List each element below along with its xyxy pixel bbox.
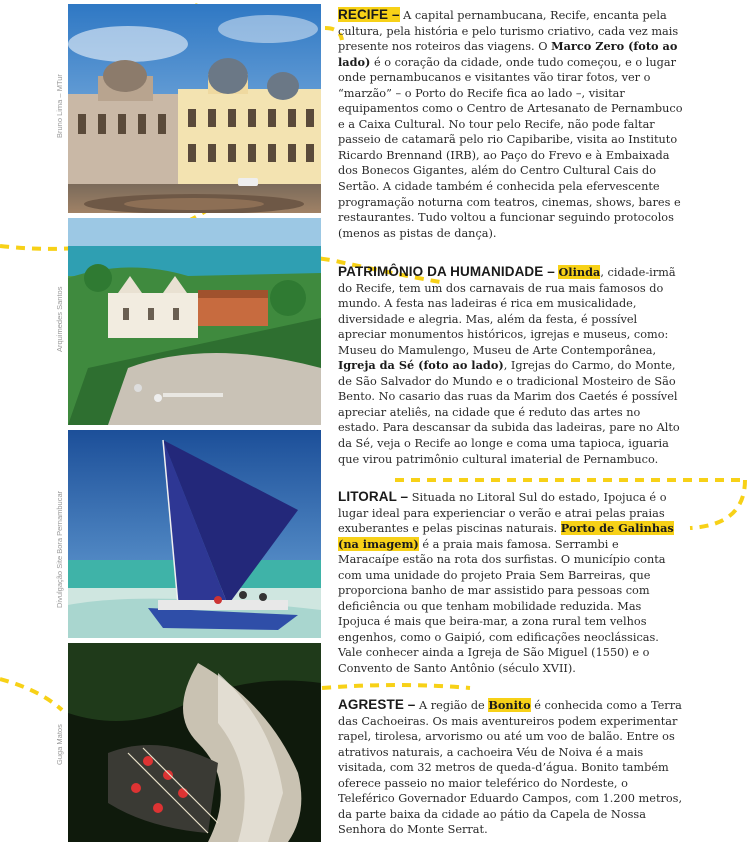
photo-credit-3: Divulgação Site Bora Pernambucar <box>55 490 64 608</box>
patrimonio-highlight-olinda: Olinda <box>558 265 601 279</box>
section-recife <box>338 7 683 241</box>
agreste-highlight-bonito: Bonito <box>488 698 531 712</box>
patrimonio-text-1: , cidade-irmã do Recife, tem um dos carnavais de rua mais famosos do mundo. A festa nas ladeiras é rica em musicalidade, diversidade e alegria. Mas, além da festa, é possível apreciar monumentos históricos, igrejas e museus, como: Museu do Mamulengo, Museu de Arte Contemporânea, <box>338 266 676 357</box>
agreste-title: AGRESTE – <box>338 697 416 712</box>
section-patrimonio <box>338 264 683 467</box>
patrimonio-title: PATRIMÔNIO DA HUMANIDADE – <box>338 264 555 279</box>
photo-credit-4: Guga Matos <box>55 724 64 765</box>
bonito-photo <box>68 643 321 842</box>
marco-zero-photo <box>68 4 321 213</box>
litoral-text-1: Situada no Litoral Sul do estado, Ipojuca é o lugar ideal para experienciar o verão e atrai pelas praias exuberantes e pelas piscinas naturais. <box>338 491 667 536</box>
porto-de-galinhas-photo <box>68 430 321 638</box>
litoral-title: LITORAL – <box>338 489 409 504</box>
recife-text-2: é o coração da cidade, onde tudo começou, e o lugar onde pernambucanos e visitantes vão tirar fotos, ver o “marzão” – o Porto do Recife fica ao lado –, visitar equipamentos como o Centro de Artesanato de Pernambuco e a Caixa Cultural. No tour pelo Recife, não pode faltar passeio de catamarã pelo rio Capibaribe, visita ao Instituto Ricardo Brennand (IRB), ao Paço do Frevo e à Embaixada dos Bonecos Gigantes, além do Centro Cultural Cais do Sertão. A cidade também é conhecida pela efervescente programação noturna com teatros, cinemas, shows, bares e restaurantes. Tudo voltou a funcionar seguindo protocolos (menos as pistas de dança). <box>338 55 683 240</box>
recife-bold-marco-zero: Marco Zero (foto ao lado) <box>338 39 678 69</box>
agreste-text-2: é conhecida como a Terra das Cachoeiras. Os mais aventureiros podem experimentar rapel, tirolesa, arvorismo ou até um voo de balão. Entre os atrativos naturais, a cachoeira Véu de Noiva é a mais visitada, com 32 metros de queda-d’água. Bonito também oferece passeio no maior teleférico do Nordeste, o Teleférico Governador Eduardo Campos, com 1.200 metros, da parte baixa da cidade ao pátio da Capela de Nossa Senhora do Monte Serrat. <box>338 699 683 837</box>
section-litoral <box>338 489 683 677</box>
recife-text-1: A capital pernambucana, Recife, encanta pela cultura, pela história e pelo turismo criativo, cada vez mais presente nos roteiros das viagens. O <box>338 9 679 54</box>
patrimonio-bold-igreja-da-se: Igreja da Sé (foto ao lado) <box>338 358 504 373</box>
patrimonio-text-2: , Igrejas do Carmo, do Monte, de São Salvador do Mundo e o tradicional Mosteiro de São Bento. No casario das ruas da Marim dos Caetés é possível apreciar ateliês, na cidade que é reduto das artes no estado. Para descansar da subida das ladeiras, pare no Alto da Sé, veja o Recife ao longe e coma uma tapioca, iguaria que virou patrimônio cultural imaterial de Pernambuco. <box>338 359 680 466</box>
olinda-photo <box>68 218 321 425</box>
photo-credit-2: Arquimedes Santos <box>55 286 64 352</box>
photo-credit-1: Bruno Lima – MTur <box>55 74 64 138</box>
section-agreste <box>338 697 683 838</box>
litoral-text-2: é a praia mais famosa. Serrambi e Maracaípe estão na rota dos surfistas. O município conta com uma unidade do projeto Praia Sem Barreiras, que proporciona banho de mar assistido para pessoas com deficiência ou que tenham mobilidade reduzida. Mas Ipojuca é mais que beira-mar, a zona rural tem velhos engenhos, como o Gaipió, com edificações neoclássicas. Vale conhecer ainda a Igreja de São Miguel (1550) e o Convento de Santo Antônio (século XVII). <box>338 537 666 676</box>
agreste-text-1: A região de <box>415 699 489 712</box>
litoral-highlight-porto-de-galinhas: Porto de Galinhas (na imagem) <box>338 521 674 551</box>
recife-title: RECIFE – <box>338 7 400 22</box>
